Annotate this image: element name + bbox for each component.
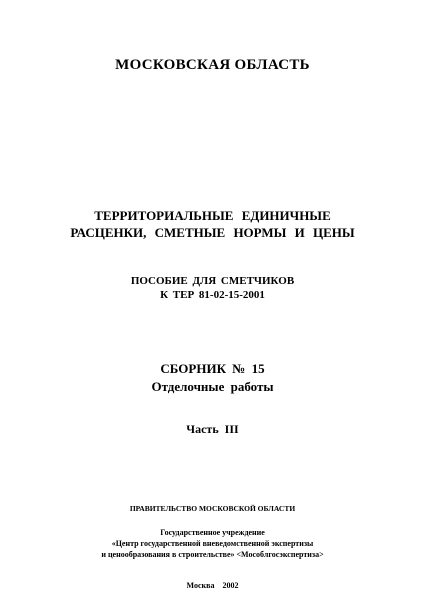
collection-name: Отделочные работы: [151, 379, 274, 394]
collection-number: СБОРНИК № 15: [160, 361, 265, 376]
publisher-government: ПРАВИТЕЛЬСТВО МОСКОВСКОЙ ОБЛАСТИ: [129, 504, 296, 513]
city-year: Москва 2002: [186, 581, 239, 590]
manual-line-2: К ТЕР 81-02-15-2001: [160, 289, 265, 301]
publisher-institution-line-1: Государственное учреждение: [160, 528, 265, 537]
part-number: Часть III: [186, 422, 239, 436]
title-line-2: РАСЦЕНКИ, СМЕТНЫЕ НОРМЫ И ЦЕНЫ: [70, 225, 355, 240]
region-heading: МОСКОВСКАЯ ОБЛАСТЬ: [115, 57, 310, 73]
manual-line-1: ПОСОБИЕ ДЛЯ СМЕТЧИКОВ: [130, 275, 295, 287]
title-line-1: ТЕРРИТОРИАЛЬНЫЕ ЕДИНИЧНЫЕ: [94, 208, 331, 223]
publisher-institution-line-2: «Центр государственной вневедомственной экспертизы: [111, 539, 314, 548]
publisher-institution-line-3: и ценообразования в строительстве» <Мособлгосэкспертиза>: [101, 550, 324, 559]
